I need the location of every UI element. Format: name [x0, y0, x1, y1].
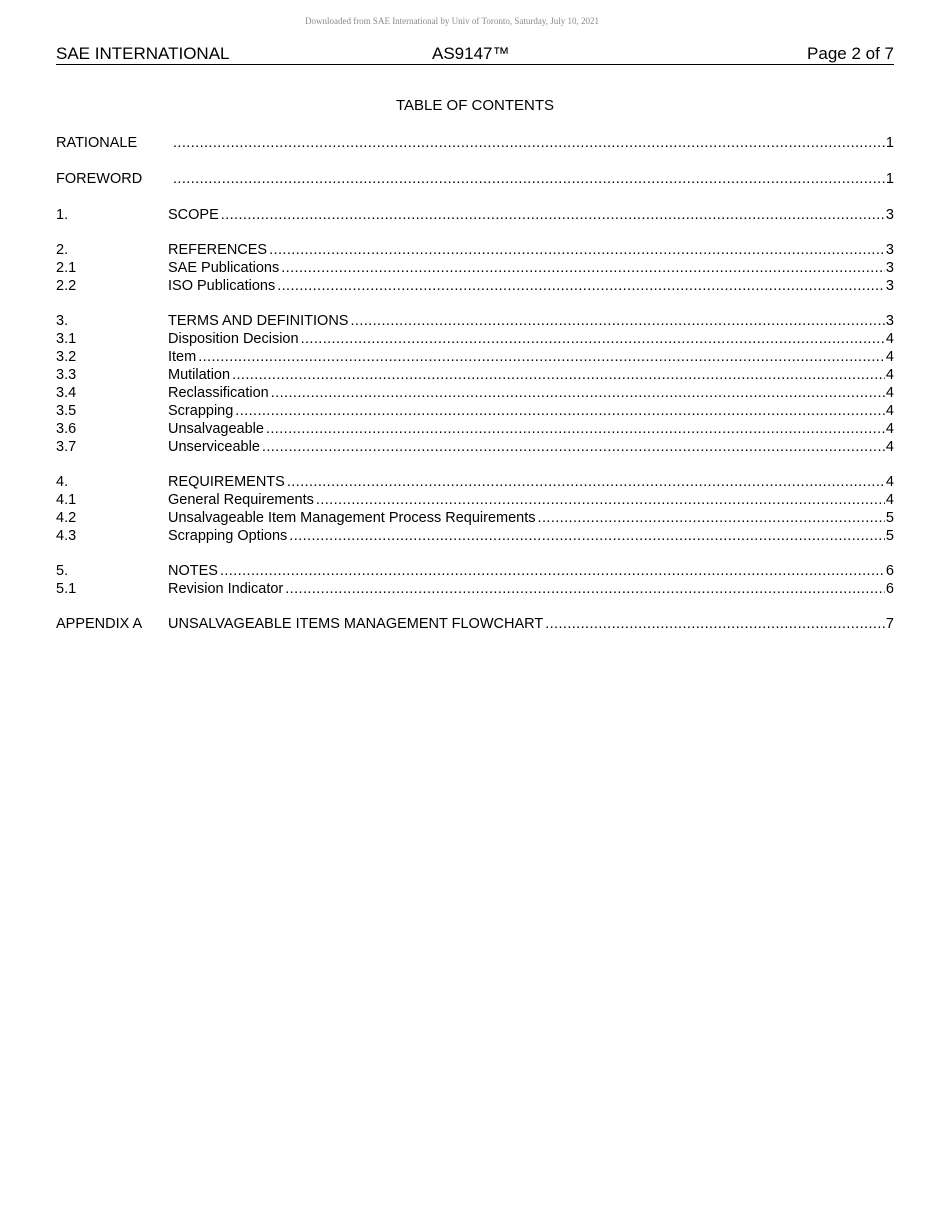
- page-header: [56, 44, 894, 65]
- toc-entry-text: UNSALVAGEABLE ITEMS MANAGEMENT FLOWCHART: [168, 616, 544, 632]
- toc-leader: [198, 348, 885, 366]
- download-watermark: Downloaded from SAE International by Univ of Toronto, Saturday, July 10, 2021: [304, 16, 600, 26]
- toc-entry-text: Unsalvageable: [168, 421, 264, 437]
- toc-leader: [545, 615, 885, 633]
- toc-row-rationale[interactable]: [56, 134, 894, 152]
- toc-title: TABLE OF CONTENTS: [395, 97, 555, 114]
- toc-row-disposition-decision[interactable]: [56, 330, 894, 348]
- toc-row-unserviceable[interactable]: [56, 438, 894, 456]
- toc-page-number: 5: [885, 510, 894, 526]
- toc-label: RATIONALE: [56, 135, 138, 151]
- header-page-label: Page 2 of 7: [807, 44, 894, 63]
- toc-entry-text: NOTES: [168, 563, 218, 579]
- toc-entry-text: Scrapping Options: [168, 528, 288, 544]
- toc-number: 3.6: [56, 421, 77, 437]
- toc-row-iso-publications[interactable]: [56, 277, 894, 295]
- header-document-id: AS9147™: [432, 44, 510, 63]
- toc-number: 5.1: [56, 581, 77, 597]
- toc-row-scope[interactable]: [56, 206, 894, 224]
- toc-page-number: 4: [885, 439, 894, 455]
- toc-number: 3.: [56, 313, 69, 329]
- toc-row-requirements[interactable]: [56, 473, 894, 491]
- toc-number: 4.2: [56, 510, 77, 526]
- toc-number: 3.1: [56, 331, 77, 347]
- toc-entry-text: Item: [168, 349, 197, 365]
- toc-label: APPENDIX A: [56, 616, 143, 632]
- toc-leader: [173, 170, 885, 188]
- toc-leader: [262, 438, 885, 456]
- toc-leader: [281, 259, 885, 277]
- toc-page-number: 4: [885, 385, 894, 401]
- toc-entry-text: General Requirements: [168, 492, 314, 508]
- toc-number: 4.3: [56, 528, 77, 544]
- toc-page-number: 4: [885, 331, 894, 347]
- toc-number: 1.: [56, 207, 69, 223]
- toc-page-number: 4: [885, 403, 894, 419]
- toc-leader: [173, 134, 885, 152]
- toc-row-appendix-a[interactable]: [56, 615, 894, 633]
- toc-page-number: 4: [885, 474, 894, 490]
- header-organization: SAE INTERNATIONAL: [56, 44, 230, 63]
- toc-page-number: 3: [885, 207, 894, 223]
- toc-page-number: 1: [885, 135, 894, 151]
- toc-leader: [269, 241, 885, 259]
- toc-entry-text: SCOPE: [168, 207, 219, 223]
- toc-entry-text: REFERENCES: [168, 242, 268, 258]
- toc-row-notes[interactable]: [56, 562, 894, 580]
- toc-entry-text: REQUIREMENTS: [168, 474, 285, 490]
- toc-page-number: 4: [885, 421, 894, 437]
- toc-entry-text: Unserviceable: [168, 439, 260, 455]
- toc-leader: [221, 206, 885, 224]
- toc-entry-text: Scrapping: [168, 403, 234, 419]
- toc-leader: [266, 420, 885, 438]
- toc-entry-text: ISO Publications: [168, 278, 276, 294]
- toc-number: 2.2: [56, 278, 77, 294]
- toc-number: 3.7: [56, 439, 77, 455]
- toc-row-unsalvageable[interactable]: [56, 420, 894, 438]
- toc-number: 3.5: [56, 403, 77, 419]
- toc-page-number: 5: [885, 528, 894, 544]
- toc-entry-text: Reclassification: [168, 385, 269, 401]
- toc-row-terms-and-definitions[interactable]: [56, 312, 894, 330]
- toc-leader: [316, 491, 885, 509]
- toc-page-number: 7: [885, 616, 894, 632]
- toc-number: 3.2: [56, 349, 77, 365]
- toc-leader: [277, 277, 885, 295]
- toc-row-scrapping-options[interactable]: [56, 527, 894, 545]
- toc-row-item[interactable]: [56, 348, 894, 366]
- toc-leader: [287, 473, 885, 491]
- toc-row-foreword[interactable]: [56, 170, 894, 188]
- toc-page-number: 6: [885, 563, 894, 579]
- toc-label: FOREWORD: [56, 171, 143, 187]
- toc-page-number: 1: [885, 171, 894, 187]
- toc-row-scrapping[interactable]: [56, 402, 894, 420]
- toc-page-number: 4: [885, 492, 894, 508]
- toc-leader: [538, 509, 885, 527]
- toc-number: 5.: [56, 563, 69, 579]
- toc-page-number: 3: [885, 313, 894, 329]
- toc-leader: [232, 366, 885, 384]
- toc-page-number: 6: [885, 581, 894, 597]
- toc-leader: [235, 402, 885, 420]
- toc-entry-text: Unsalvageable Item Management Process Requirements: [168, 510, 536, 526]
- toc-number: 2.1: [56, 260, 77, 276]
- toc-page-number: 3: [885, 278, 894, 294]
- toc-row-reclassification[interactable]: [56, 384, 894, 402]
- toc-row-unsalvageable-item-management[interactable]: [56, 509, 894, 527]
- toc-number: 4.: [56, 474, 69, 490]
- toc-page-number: 3: [885, 260, 894, 276]
- toc-leader: [289, 527, 885, 545]
- toc-leader: [350, 312, 884, 330]
- toc-leader: [301, 330, 885, 348]
- toc-page-number: 4: [885, 367, 894, 383]
- toc-page-number: 3: [885, 242, 894, 258]
- toc-entry-text: TERMS AND DEFINITIONS: [168, 313, 349, 329]
- toc-leader: [220, 562, 885, 580]
- toc-leader: [271, 384, 885, 402]
- toc-row-sae-publications[interactable]: [56, 259, 894, 277]
- toc-row-mutilation[interactable]: [56, 366, 894, 384]
- toc-number: 4.1: [56, 492, 77, 508]
- toc-entry-text: Revision Indicator: [168, 581, 284, 597]
- toc-number: 2.: [56, 242, 69, 258]
- toc-entry-text: Disposition Decision: [168, 331, 299, 347]
- toc-number: 3.4: [56, 385, 77, 401]
- toc-entry-text: Mutilation: [168, 367, 231, 383]
- toc-row-revision-indicator[interactable]: [56, 580, 894, 598]
- toc-number: 3.3: [56, 367, 77, 383]
- toc-leader: [285, 580, 885, 598]
- toc-row-references[interactable]: [56, 241, 894, 259]
- toc-row-general-requirements[interactable]: [56, 491, 894, 509]
- toc-page-number: 4: [885, 349, 894, 365]
- toc-entry-text: SAE Publications: [168, 260, 280, 276]
